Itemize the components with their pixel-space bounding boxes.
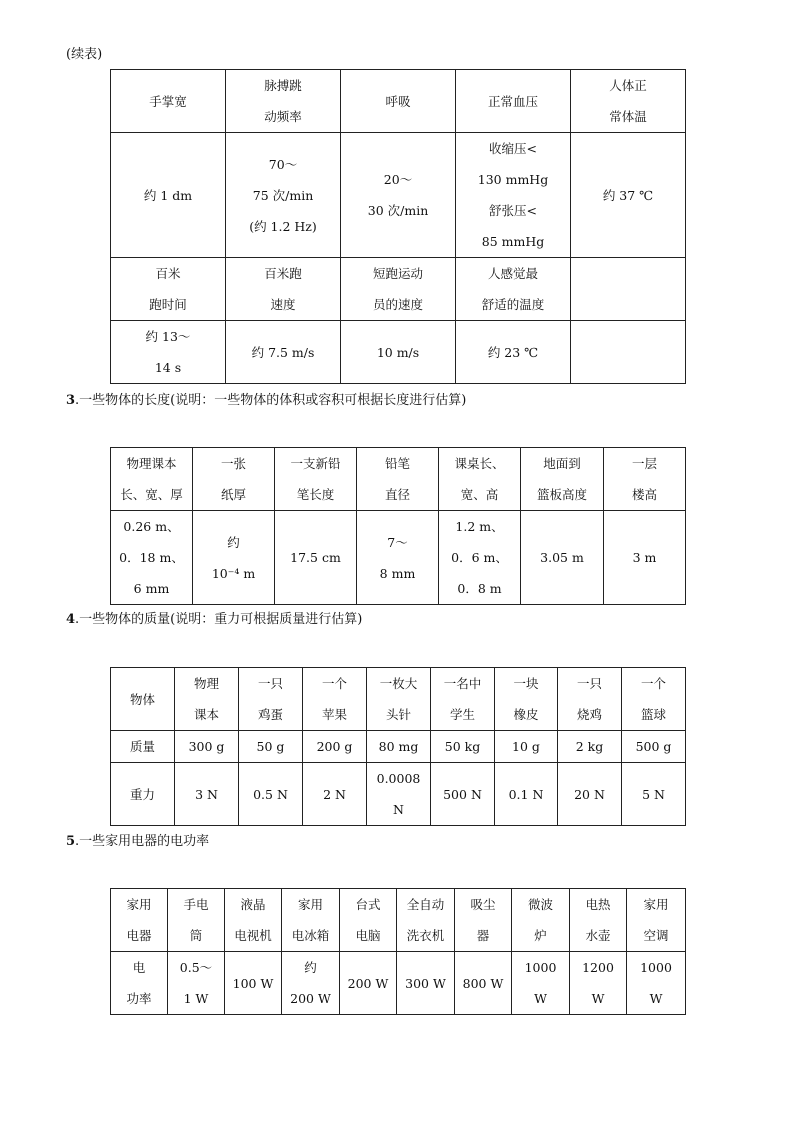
section-5-number: 5 [66,834,76,849]
table-cell: 20 N [558,763,622,826]
table-cell: 20～ 30 次/min [341,133,456,258]
table-cell: 17.5 cm [275,511,357,605]
power-row [111,889,686,952]
table-cell: 200 g [303,731,367,763]
table-cell: 0.26 m、 0．18 m、 6 mm [111,511,193,605]
table-cell: 1200 W [570,952,627,1015]
table-cell: 呼吸 [341,70,456,133]
table-cell: 电 功率 [111,952,168,1015]
table-cell: 约 1 dm [111,133,226,258]
table-cell: 200 W [340,952,397,1015]
length-row [111,511,686,605]
body-stats-row [111,258,686,321]
table-cell: 收缩压< 130 mmHg 舒张压< 85 mmHg [456,133,571,258]
mass-row [111,763,686,826]
table-cell: 手电 筒 [168,889,225,952]
body-stats-row [111,321,686,384]
table-cell: 10 g [495,731,558,763]
table-cell: 重力 [111,763,175,826]
table-cell: 1000 W [512,952,570,1015]
table-cell: 50 g [239,731,303,763]
table-cell: 全自动 洗衣机 [397,889,455,952]
table-cell: 一只 鸡蛋 [239,668,303,731]
body-stats-table [110,69,686,384]
table-cell: 100 W [225,952,282,1015]
table-cell: 微波 炉 [512,889,570,952]
table-cell [571,321,686,384]
table-cell: 物理 课本 [175,668,239,731]
power-row [111,952,686,1015]
length-table [110,447,686,605]
section-4-title: .一些物体的质量(说明：重力可根据质量进行估算) [75,612,363,627]
table-cell: 一层 楼高 [604,448,686,511]
table-cell: 5 N [622,763,686,826]
table-cell: 0.0008 N [367,763,431,826]
table-cell: 家用 电器 [111,889,168,952]
table-cell: 约 7.5 m/s [226,321,341,384]
table-cell: 百米跑 速度 [226,258,341,321]
table-cell: 2 N [303,763,367,826]
table-cell: 50 kg [431,731,495,763]
table-cell: 0.1 N [495,763,558,826]
table-cell: 正常血压 [456,70,571,133]
table-cell: 一名中 学生 [431,668,495,731]
table-cell: 300 g [175,731,239,763]
table-cell: 约 10⁻⁴ m [193,511,275,605]
table-cell: 3 m [604,511,686,605]
section-4-heading [66,612,362,628]
power-table [110,888,686,1015]
section-3-number: 3 [66,393,76,408]
section-3-heading [66,393,466,409]
table-cell: 2 kg [558,731,622,763]
table-cell: 一枚大 头针 [367,668,431,731]
table-cell: 1000 W [627,952,686,1015]
table-cell: 短跑运动 员的速度 [341,258,456,321]
continued-label: (续表) [66,47,103,62]
table-cell: 约 37 ℃ [571,133,686,258]
table-cell: 地面到 篮板高度 [521,448,604,511]
table-cell: 800 W [455,952,512,1015]
table-cell: 课桌长、 宽、高 [439,448,521,511]
table-cell: 500 g [622,731,686,763]
table-cell: 家用 空调 [627,889,686,952]
table-cell: 约 200 W [282,952,340,1015]
table-cell: 10 m/s [341,321,456,384]
body-stats-row [111,70,686,133]
table-cell: 一个 篮球 [622,668,686,731]
table-cell: 3.05 m [521,511,604,605]
table-cell: 约 13～ 14 s [111,321,226,384]
mass-row [111,731,686,763]
section-5-title: .一些家用电器的电功率 [75,834,210,849]
table-cell [571,258,686,321]
length-row [111,448,686,511]
table-cell: 脉搏跳 动频率 [226,70,341,133]
table-cell: 台式 电脑 [340,889,397,952]
table-cell: 手掌宽 [111,70,226,133]
table-cell: 一块 橡皮 [495,668,558,731]
table-cell: 7～ 8 mm [357,511,439,605]
table-cell: 家用 电冰箱 [282,889,340,952]
table-cell: 吸尘 器 [455,889,512,952]
table-cell: 一张 纸厚 [193,448,275,511]
table-cell: 0.5 N [239,763,303,826]
table-cell: 液晶 电视机 [225,889,282,952]
table-cell: 0.5～ 1 W [168,952,225,1015]
table-cell: 3 N [175,763,239,826]
table-cell: 80 mg [367,731,431,763]
table-cell: 质量 [111,731,175,763]
table-cell: 百米 跑时间 [111,258,226,321]
table-cell: 300 W [397,952,455,1015]
table-cell: 铅笔 直径 [357,448,439,511]
table-cell: 1.2 m、 0．6 m、 0．8 m [439,511,521,605]
table-cell: 一个 苹果 [303,668,367,731]
table-cell: 70～ 75 次/min (约 1.2 Hz) [226,133,341,258]
table-cell: 500 N [431,763,495,826]
table-cell: 一只 烧鸡 [558,668,622,731]
table-cell: 人感觉最 舒适的温度 [456,258,571,321]
section-5-heading [66,834,209,850]
table-cell: 一支新铅 笔长度 [275,448,357,511]
table-cell: 物理课本 长、宽、厚 [111,448,193,511]
mass-table [110,667,686,826]
section-3-title: .一些物体的长度(说明：一些物体的体积或容积可根据长度进行估算) [75,393,467,408]
table-cell: 约 23 ℃ [456,321,571,384]
table-cell: 人体正 常体温 [571,70,686,133]
table-cell: 电热 水壶 [570,889,627,952]
table-cell: 物体 [111,668,175,731]
section-4-number: 4 [66,612,76,627]
mass-row [111,668,686,731]
body-stats-row [111,133,686,258]
